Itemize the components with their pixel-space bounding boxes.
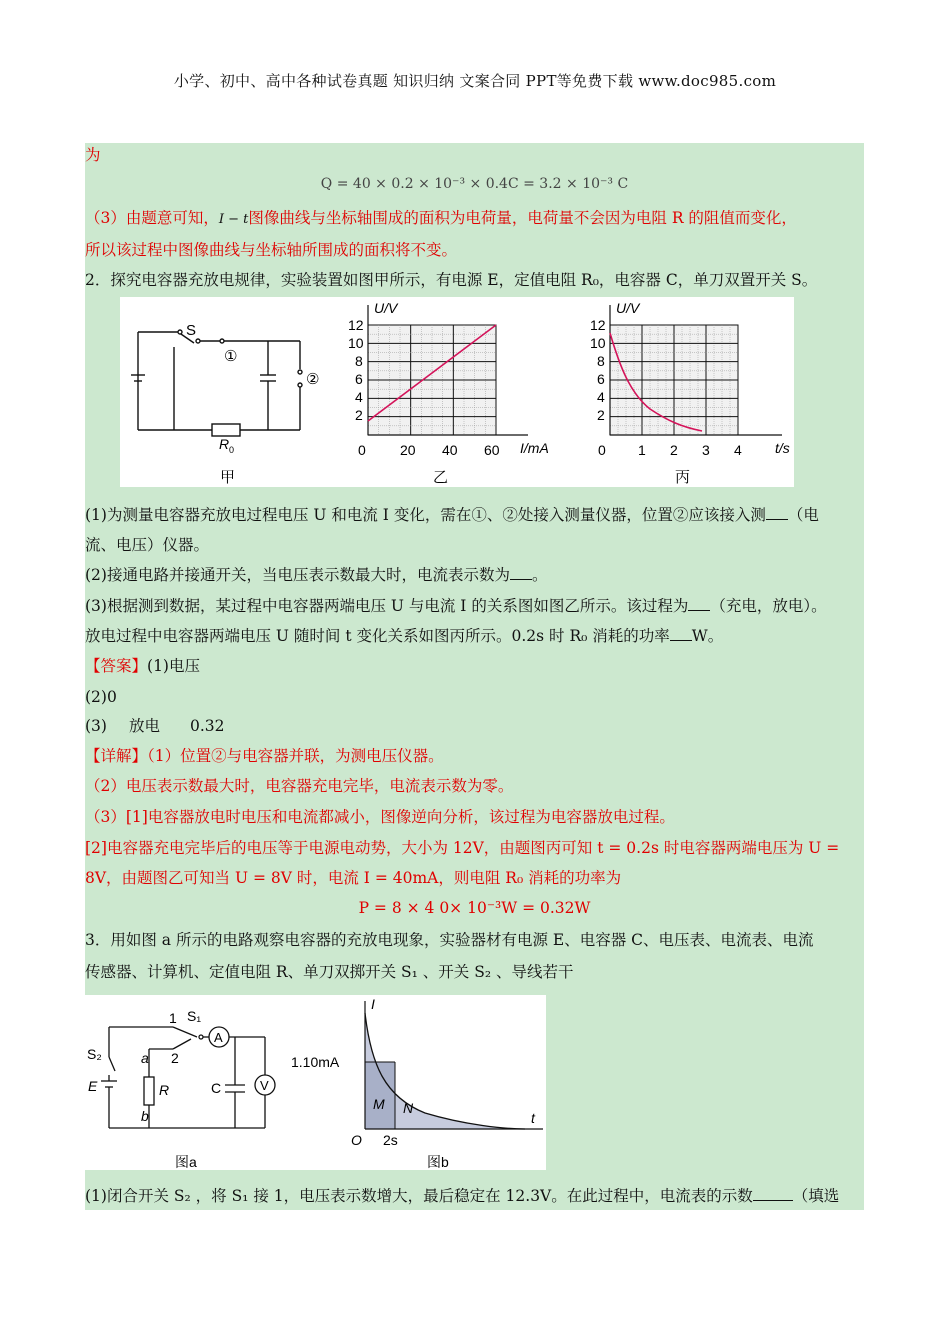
caption-bing: 丙	[675, 469, 691, 486]
position-2-label: ②	[306, 371, 320, 388]
caption-figa: 图a	[175, 1154, 197, 1170]
terminal-2-label: 2	[171, 1050, 179, 1066]
yi-ytick-12: 12	[348, 317, 364, 333]
answer-line3: (3) 放电 0.32	[85, 717, 225, 735]
answer-line1: 【答案】(1)电压	[85, 657, 200, 675]
detail-formula: P = 8 × 4 0× 10⁻³W = 0.32W	[358, 899, 591, 917]
detail-line1: 【详解】（1）位置②与电容器并联，为测电压仪器。	[85, 747, 444, 765]
yi-ylabel: U/V	[374, 300, 398, 316]
q2-sub3-line1: (3)根据测到数据，某过程中电容器两端电压 U 与电流 I 的关系图如图乙所示。该过程为 （充电，放电）。	[85, 597, 827, 615]
bing-xtick-4: 4	[734, 442, 742, 458]
q3-stem-line2: 传感器、计算机、定值电阻 R、单刀双掷开关 S₁ 、开关 S₂ 、导线若干	[85, 963, 574, 981]
q3-sub1: (1)闭合开关 S₂ ，将 S₁ 接 1，电压表示数增大，最后稳定在 12.3V。在此过程中，电流表的示数 （填选	[85, 1187, 840, 1205]
circuit-a	[101, 1027, 275, 1128]
region-m-label: M	[373, 1096, 385, 1112]
bing-ytick-10: 10	[590, 335, 606, 351]
detail-line2: （2）电压表示数最大时，电容器充电完毕，电流表示数为零。	[85, 777, 514, 795]
q3-figures	[85, 995, 546, 1170]
yi-ytick-4: 4	[355, 389, 363, 405]
circuit-jia	[131, 330, 302, 436]
capacitor-c-label: C	[211, 1080, 222, 1096]
figb-current-label: 1.10mA	[291, 1054, 340, 1070]
switch-label: S	[186, 322, 197, 339]
yi-xtick-40: 40	[442, 442, 458, 458]
q2-figure-panel	[120, 297, 794, 487]
region-n-label: N	[403, 1100, 414, 1116]
detail-line4: [2]电容器充电完毕后的电压等于电源电动势，大小为 12V，由题图丙可知 t = 0.2s 时电容器两端电压为 U =	[85, 839, 840, 857]
q2-stem: 2．探究电容器充放电规律，实验装置如图甲所示，有电源 E，定值电阻 R₀，电容器 C，单刀双置开关 S。	[85, 271, 818, 289]
yi-ytick-6: 6	[355, 371, 363, 387]
yi-origin: 0	[358, 442, 366, 458]
bing-ytick-8: 8	[597, 353, 605, 369]
detail-line5: 8V，由题图乙可知当 U = 8V 时，电流 I = 40mA，则电阻 R₀ 消耗的功率为	[85, 869, 622, 887]
q3-figure-panel	[85, 995, 546, 1170]
caption-figb: 图b	[427, 1154, 449, 1170]
answer-blank-1[interactable]	[766, 505, 788, 520]
bing-ylabel: U/V	[616, 300, 640, 316]
answer-blank-5[interactable]	[753, 1186, 793, 1201]
resistor-subscript: 0	[229, 445, 235, 455]
yi-ytick-8: 8	[355, 353, 363, 369]
position-1-label: ①	[224, 348, 238, 365]
source-e-label: E	[88, 1078, 98, 1094]
figb-xlabel: t	[531, 1110, 535, 1126]
q2-figures	[120, 297, 794, 487]
q2-sub1-line1: (1)为测量电容器充放电过程电压 U 和电流 I 变化，需在①、②处接入测量仪器，位置②应该接入测 （电	[85, 506, 819, 524]
text-wei: 为	[85, 146, 101, 164]
q2-sub1-line2: 流、电压）仪器。	[85, 536, 210, 554]
resistor-label: R	[219, 436, 230, 452]
bing-xlabel: t/s	[775, 440, 790, 456]
node-a-label: a	[141, 1050, 149, 1066]
q3-stem-line1: 3．用如图 a 所示的电路观察电容器的充放电现象，实验器材有电源 E、电容器 C、电压表、电流表、电流	[85, 931, 814, 949]
bing-xtick-1: 1	[638, 442, 646, 458]
s1-label: S₁	[187, 1008, 202, 1024]
analysis-3-line2: 所以该过程中图像曲线与坐标轴所围成的面积将不变。	[85, 241, 458, 259]
bing-origin: 0	[598, 442, 606, 458]
answer-line2: (2)0	[85, 688, 117, 706]
terminal-1-label: 1	[169, 1010, 177, 1026]
caption-yi: 乙	[433, 469, 449, 486]
bing-xtick-3: 3	[702, 442, 710, 458]
resistor-r-label: R	[159, 1082, 170, 1098]
node-b-label: b	[141, 1108, 149, 1124]
chart-bing	[590, 300, 790, 486]
yi-ytick-2: 2	[355, 407, 363, 423]
voltmeter-label: V	[260, 1078, 269, 1093]
bing-ytick-12: 12	[590, 317, 606, 333]
caption-jia: 甲	[220, 469, 236, 486]
chart-b	[365, 1001, 543, 1129]
answer-blank-4[interactable]	[670, 626, 692, 641]
answer-blank-3[interactable]	[688, 596, 710, 611]
yi-xtick-60: 60	[484, 442, 500, 458]
bing-ytick-4: 4	[597, 389, 605, 405]
q2-sub3-line2: 放电过程中电容器两端电压 U 随时间 t 变化关系如图丙所示。0.2s 时 R₀ 消耗的功率 W。	[85, 627, 724, 645]
bing-ytick-6: 6	[597, 371, 605, 387]
bing-ytick-2: 2	[597, 407, 605, 423]
detail-line3: （3）[1]电容器放电时电压和电流都减小，图像逆向分析，该过程为电容器放电过程。	[85, 808, 675, 826]
yi-xlabel: I/mA	[520, 440, 549, 456]
q2-sub2: (2)接通电路并接通开关，当电压表示数最大时，电流表示数为 。	[85, 566, 548, 584]
answer-blank-2[interactable]	[510, 565, 532, 580]
figb-origin: O	[351, 1132, 362, 1148]
yi-xtick-20: 20	[400, 442, 416, 458]
bing-xtick-2: 2	[670, 442, 678, 458]
formula-charge: Q = 40 × 0.2 × 10⁻³ × 0.4C = 3.2 × 10⁻³ C	[320, 176, 629, 192]
chart-yi	[348, 300, 549, 486]
analysis-3-line1: （3）由题意可知，I − t图像曲线与坐标轴围成的面积为电荷量，电荷量不会因为电阻 R 的阻值而变化，	[85, 209, 797, 227]
figb-ylabel: I	[371, 996, 375, 1012]
yi-ytick-10: 10	[348, 335, 364, 351]
ammeter-label: A	[214, 1030, 223, 1045]
s2-label: S₂	[87, 1046, 102, 1062]
figb-time-label: 2s	[383, 1132, 398, 1148]
page-header: 小学、初中、高中各种试卷真题 知识归纳 文案合同 PPT等免费下载 www.doc985.com	[173, 72, 777, 90]
